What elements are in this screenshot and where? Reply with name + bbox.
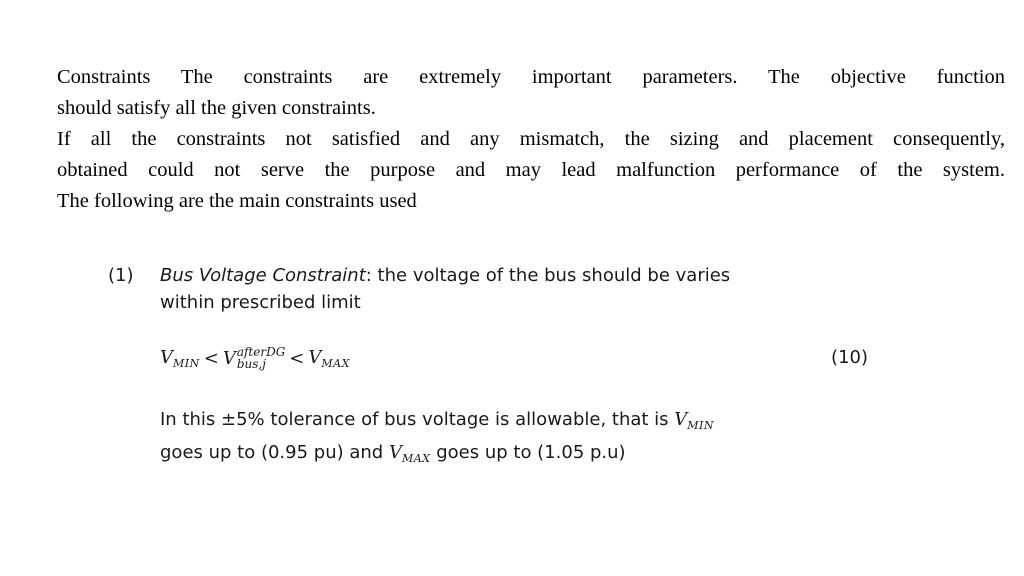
intro-line-4: obtained could not serve the purpose and may lead malfunction performance of the system. — [57, 159, 1005, 181]
eq-max-sub: MAX — [321, 356, 350, 370]
eq-lt-1: < — [203, 347, 219, 369]
constraint-figure — [108, 262, 878, 472]
tol-v-max — [389, 442, 431, 463]
tol-max-sub: MAX — [401, 452, 431, 465]
constraint-number: (1) — [108, 265, 134, 286]
tol-d: goes up to (1.05 p.u) — [430, 442, 626, 463]
tolerance-text — [108, 406, 878, 472]
constraint-text-a: : the voltage of the bus should be varies — [365, 265, 731, 286]
eq-lt-2: < — [289, 347, 305, 369]
tol-v-min — [674, 409, 714, 430]
equation — [160, 346, 350, 370]
tol-a: In this — [160, 409, 222, 430]
intro-line-2: should satisfy all the given constraints. — [57, 97, 376, 119]
tol-pm: ± — [221, 409, 237, 430]
tol-min-sub: MIN — [687, 419, 714, 432]
eq-v-min: V — [160, 346, 173, 368]
tol-v-min-letter: V — [674, 409, 688, 430]
tol-b: 5% tolerance of bus voltage is allowable, that is — [236, 409, 675, 430]
eq-sub: bus,j — [236, 357, 266, 371]
intro-line-3: If all the constraints not satisfied and any mismatch, the sizing and placement consequently, — [57, 128, 1005, 150]
intro-text — [57, 62, 1005, 217]
constraint-text-b: within prescribed limit — [160, 292, 361, 313]
intro-line-5: The following are the main constraints used — [57, 190, 417, 212]
tol-c: goes up to (0.95 pu) and — [160, 442, 389, 463]
eq-v-bus: V — [222, 347, 236, 369]
constraint-description — [160, 262, 878, 316]
constraint-title: Bus Voltage Constraint — [160, 265, 366, 286]
constraint-item — [108, 262, 878, 316]
tol-v-max-letter: V — [388, 442, 402, 463]
eq-sup: afterDG — [236, 345, 286, 359]
intro-line-1: Constraints The constraints are extremely important parameters. The objective function — [57, 66, 1005, 88]
equation-number: (10) — [831, 347, 868, 368]
eq-min-sub: MIN — [173, 356, 200, 370]
equation-row — [108, 338, 878, 378]
eq-v-max: V — [308, 346, 322, 368]
